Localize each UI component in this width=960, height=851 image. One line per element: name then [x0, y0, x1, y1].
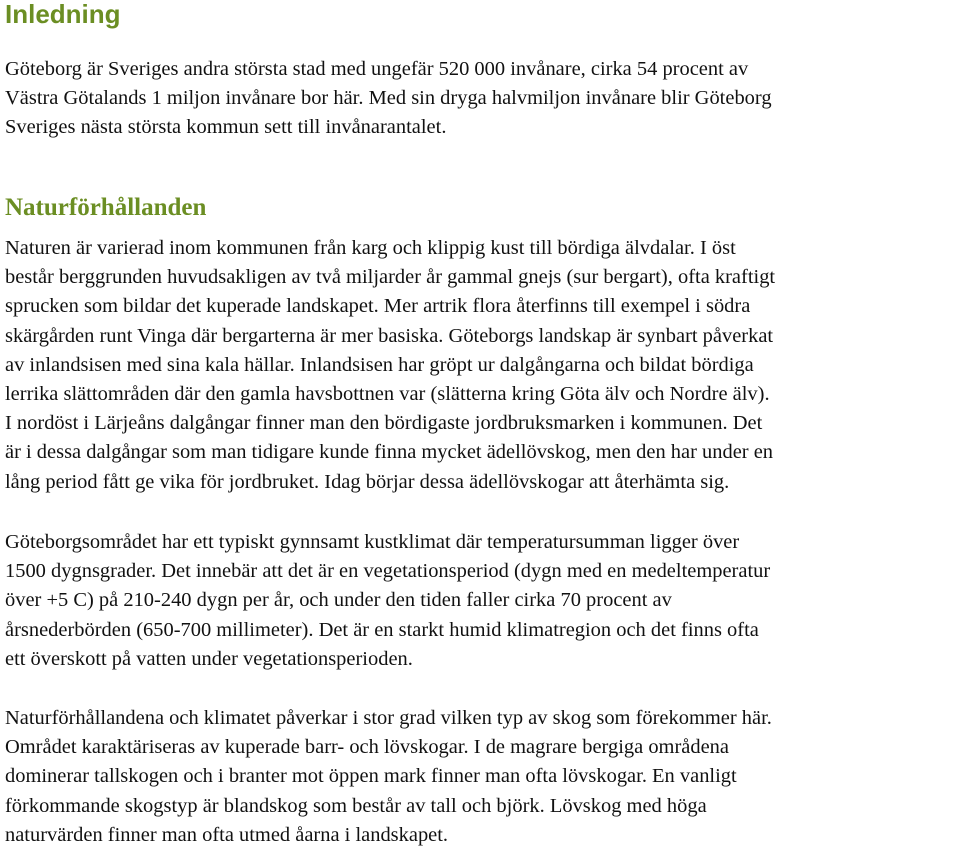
- text-line: ett överskott på vatten under vegetationsperioden.: [5, 647, 413, 670]
- text-line: skärgården runt Vinga där bergarterna är mer basiska. Göteborgs landskap är synbart påverkat: [5, 324, 774, 347]
- text-line: Göteborg är Sveriges andra största stad med ungefär 520 000 invånare, cirka 54 procent av: [5, 58, 749, 80]
- text-line: 1500 dygnsgrader. Det innebär att det är en vegetationsperiod (dygn med en medeltemperatur: [5, 560, 771, 583]
- text-line: lerrika slättområden där den gamla havsbottnen var (slätterna kring Göta älv och Nordre älv).: [5, 383, 770, 406]
- nature-paragraph-geology: [5, 234, 957, 497]
- text-line: Västra Götalands 1 miljon invånare bor här. Med sin dryga halvmiljon invånare blir Göteborg: [5, 87, 772, 110]
- heading-inledning: Inledning: [5, 0, 121, 29]
- text-line: Naturförhållandena och klimatet påverkar i stor grad vilken typ av skog som förekommer här.: [5, 707, 772, 729]
- text-line: förkommande skogstyp är blandskog som består av tall och björk. Lövskog med höga: [5, 794, 707, 817]
- text-line: Sveriges nästa största kommun sett till invånarantalet.: [5, 116, 447, 139]
- nature-paragraph-forest: [5, 704, 957, 850]
- text-line: årsnederbörden (650-700 millimeter). Det är en starkt humid klimatregion och det finns ofta: [5, 618, 759, 641]
- nature-paragraph-climate: [5, 528, 957, 674]
- text-line: Göteborgsområdet har ett typiskt gynnsamt kustklimat där temperatursumman ligger över: [5, 531, 740, 553]
- text-line: av inlandsisen med sina kala hällar. Inlandsisen har gröpt ur dalgångarna och bildat bördiga: [5, 353, 754, 376]
- text-line: dominerar tallskogen och i branter mot öppen mark finner man ofta lövskogar. En vanligt: [5, 765, 737, 788]
- text-line: består berggrunden huvudsakligen av två miljarder år gammal gnejs (sur bergart), ofta kraftigt: [5, 266, 776, 289]
- intro-paragraph: [5, 55, 957, 143]
- text-line: sprucken som bildar det kuperade landskapet. Mer artrik flora återfinns till exempel i södra: [5, 295, 751, 318]
- text-line: Området karaktäriseras av kuperade barr- och lövskogar. I de magrare bergiga områdena: [5, 736, 729, 759]
- text-line: är i dessa dalgångar som man tidigare kunde finna mycket ädellövskog, men den har under en: [5, 441, 774, 464]
- text-line: Naturen är varierad inom kommunen från karg och klippig kust till bördiga älvdalar. I öst: [5, 237, 736, 259]
- text-line: lång period fått ge vika för jordbruket. Idag börjar dessa ädellövskogar att återhämta sig.: [5, 470, 730, 493]
- text-line: naturvärden finner man ofta utmed åarna i landskapet.: [5, 823, 449, 846]
- text-line: över +5 C) på 210-240 dygn per år, och under den tiden faller cirka 70 procent av: [5, 589, 672, 612]
- heading-naturforhallanden: Naturförhållanden: [5, 194, 207, 221]
- text-line: I nordöst i Lärjeåns dalgångar finner man den bördigaste jordbruksmarken i kommunen. Det: [5, 412, 763, 435]
